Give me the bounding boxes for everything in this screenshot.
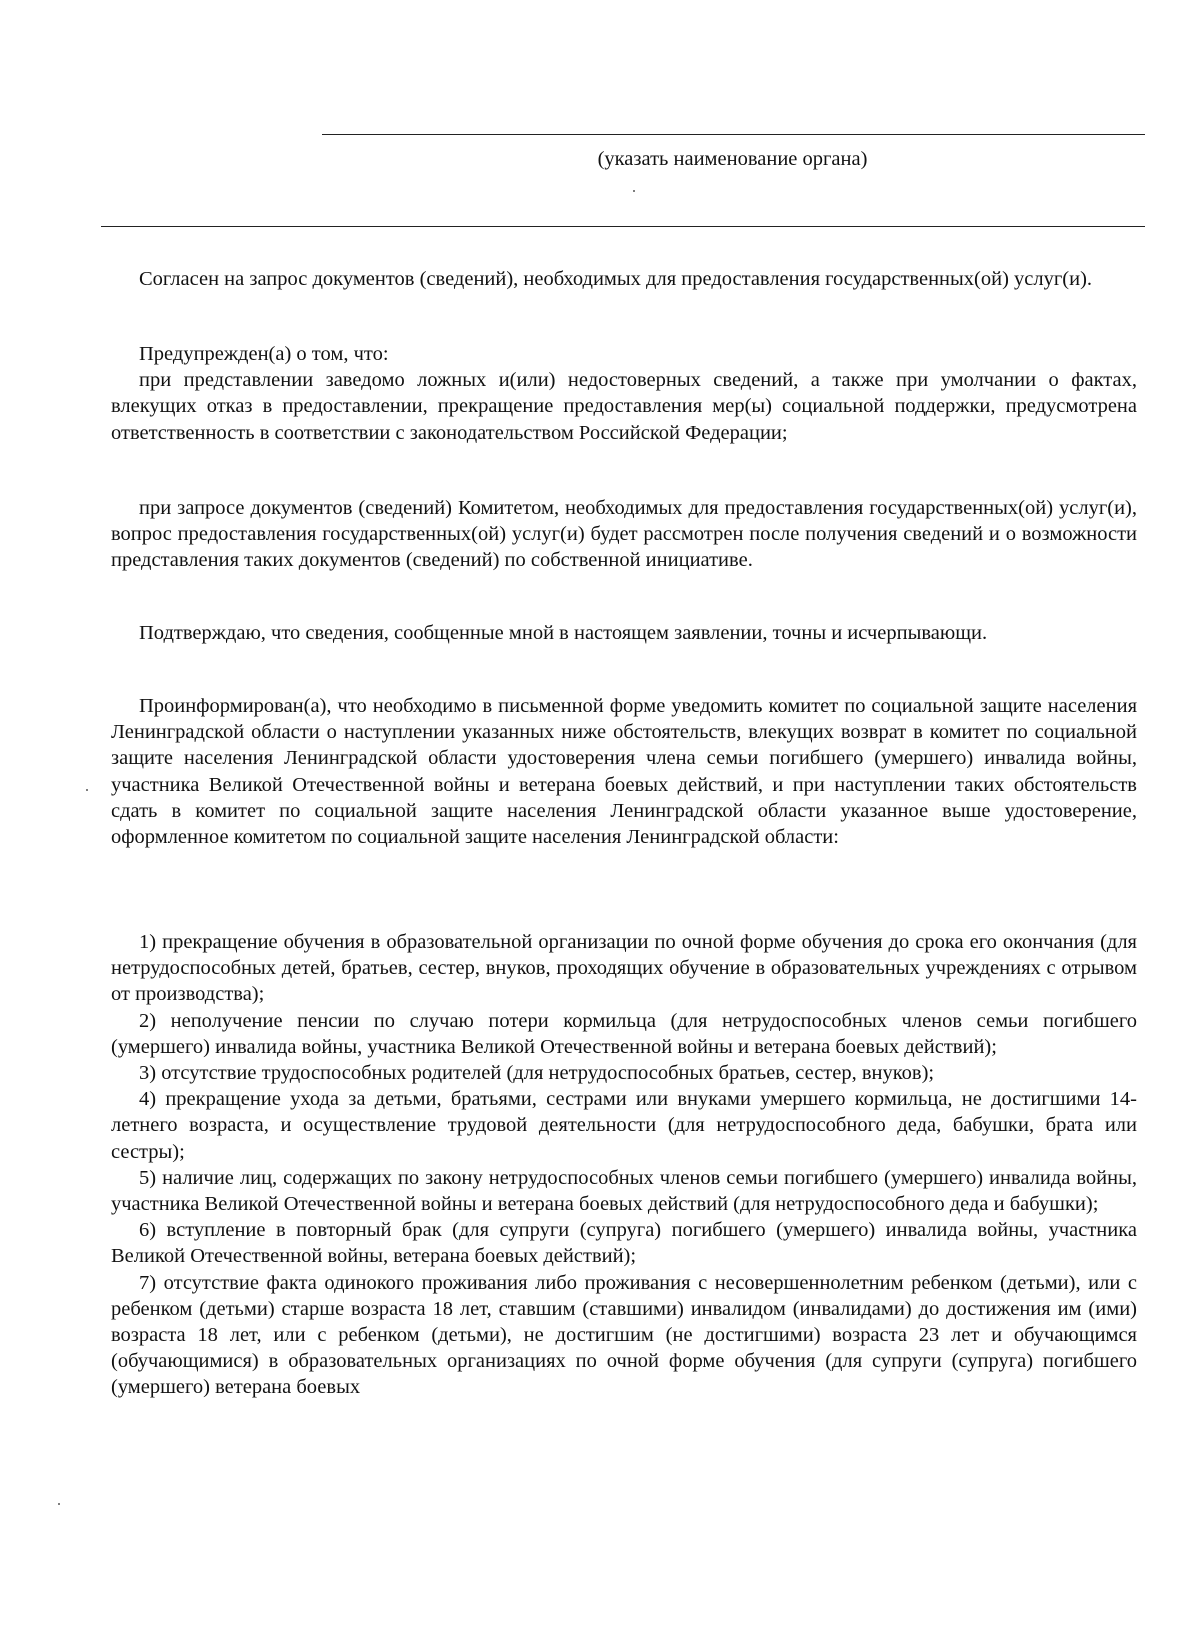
list-item: 5) наличие лиц, содержащих по закону нетрудоспособных членов семьи погибшего (умершего) инвалида войны, участника Великой Отечественной войны и ветерана боевых действий (для нетрудоспособного деда и бабушки); (111, 1166, 1137, 1216)
consent-paragraph (111, 266, 1137, 292)
confirmation-text: Подтверждаю, что сведения, сообщенные мной в настоящем заявлении, точны и исчерпывающи. (139, 622, 988, 644)
list-item: 7) отсутствие факта одинокого проживания либо проживания с несовершеннолетним ребенком (детьми), или с ребенком (детьми) старше возраста 18 лет, ставшим (ставшими) инвалидом (инвалидами) до достижения им (ими) возраста 18 лет, или с ребенком (детьми), не достигшим (не достигшими) возраста 23 лет и обучающимся (обучающимися) в образовательных организациях по очной форме обучения (для супруги (супруга) погибшего (умершего) ветерана боевых (111, 1271, 1137, 1399)
consent-text: Согласен на запрос документов (сведений), необходимых для предоставления государственных(ой) услуг(и). (139, 268, 1093, 290)
list-item: 3) отсутствие трудоспособных родителей (для нетрудоспособных братьев, сестер, внуков); (139, 1062, 935, 1085)
warning-section (111, 341, 1137, 446)
warning-paragraph-false-info: при представлении заведомо ложных и(или) недостоверных сведений, а также при умолчании о фактах, влекущих отказ в предоставлении, прекращение предоставления мер(ы) социальной поддержки, предусмотрена ответственность в соответствии с законодательством Российской Федерации; (111, 369, 1137, 444)
scan-speck (633, 190, 635, 192)
scan-speck (58, 1503, 60, 1505)
warning-title: Предупрежден(а) о том, что: (139, 343, 389, 365)
circumstances-list (111, 929, 1137, 1401)
scan-speck (86, 789, 88, 791)
org-name-line (322, 134, 1145, 135)
list-item: 4) прекращение ухода за детьми, братьями, сестрами или внуками умершего кормильца, не достигшими 14-летнего возраста, и осуществление трудовой деятельности (для нетрудоспособного деда, бабушки, брата или сестры); (111, 1088, 1137, 1163)
separator-line (101, 226, 1145, 227)
confirmation-paragraph (111, 620, 1137, 646)
warning-section-request (111, 495, 1137, 574)
list-item: 6) вступление в повторный брак (для супруги (супруга) погибшего (умершего) инвалида войны, участника Великой Отечественной войны, ветерана боевых действий); (111, 1219, 1137, 1268)
list-item: 2) неполучение пенсии по случаю потери кормильца (для нетрудоспособных членов семьи погибшего (умершего) инвалида войны, участника Великой Отечественной войны и ветерана боевых действий); (111, 1009, 1137, 1058)
list-item: 1) прекращение обучения в образовательной организации по очной форме обучения до срока его окончания (для нетрудоспособных детей, братьев, сестер, внуков, проходящих обучение в образовательных учреждениях с отрывом от производства); (111, 931, 1137, 1006)
informed-text: Проинформирован(а), что необходимо в письменной форме уведомить комитет по социальной защите населения Ленинградской области о наступлении указанных ниже обстоятельств, влекущих возврат в комитет по социальной защите населения Ленинградской области удостоверения члена семьи погибшего (умершего) инвалида войны, участника Великой Отечественной войны и ветерана боевых действий, и при наступлении таких обстоятельств сдать в комитет по социальной защите населения Ленинградской области указанное выше удостоверение, оформленное комитетом по социальной защите населения Ленинградской области: (111, 695, 1137, 849)
org-name-caption: (указать наименование органа) (597, 148, 868, 170)
informed-paragraph (111, 693, 1137, 850)
warning-paragraph-request: при запросе документов (сведений) Комитетом, необходимых для предоставления государственных(ой) услуг(и), вопрос предоставления государственных(ой) услуг(и) будет рассмотрен после получения сведений и о возможности представления таких документов (сведений) по собственной инициативе. (111, 497, 1137, 572)
